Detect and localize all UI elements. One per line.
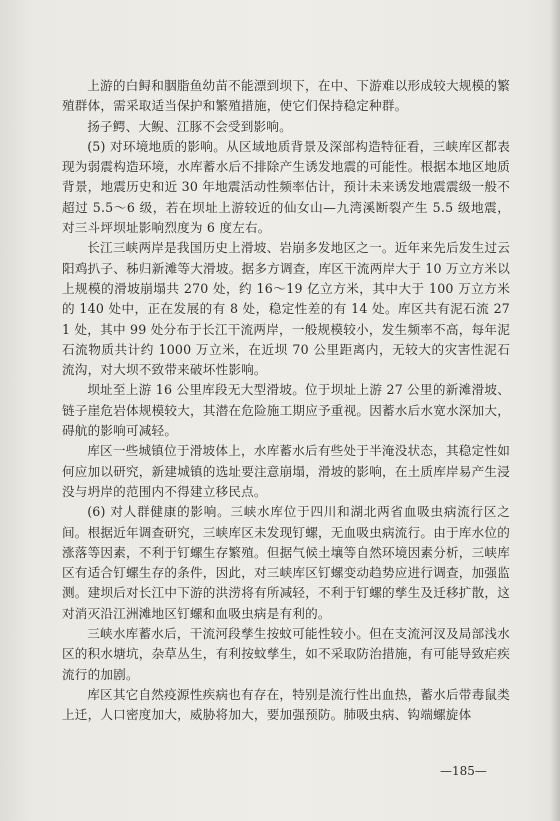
paragraph-unaffected-species: 扬子鳄、大鲵、江豚不会受到影响。 [87,118,292,134]
body-text [62,76,510,726]
paragraph-fish-protection: 上游的白鲟和胭脂鱼幼苗不能漂到坝下，在中、下游难以形成较大规模的繁殖群体，需采取适当保护和繁殖措施，使它们保持稳定种群。 [62,78,510,114]
paragraph-health-impact: (6) 对人群健康的影响。三峡水库位于四川和湖北两省血吸虫病流行区之间。根据近年调查研究，三峡库区未发现钉螺，无血吸虫病流行。由于库水位的涨落等因素，不利于钉螺生存繁殖。但据气候土壤等自然环境因素分析，三峡库区有适合钉螺生存的条件，因此，对三峡库区钉螺变动趋势应进行调查，加强监测。建坝后对长江中下游的洪涝将有所减轻，不利于钉螺的孳生及迁移扩散，这对消灭沿江洲滩地区钉螺和血吸虫病是有利的。 [62,504,510,621]
page-edge-shadow [550,0,560,821]
paragraph-mosquito: 三峡水库蓄水后，干流河段孳生按蚊可能性较小。但在支流河汊及局部浅水区的积水塘坑，杂草丛生，有利按蚊孳生，如不采取防治措施，有可能导致疟疾流行的加剧。 [62,626,510,682]
paragraph-towns-on-slopes: 库区一些城镇位于滑坡体上，水库蓄水后有些处于半淹没状态，其稳定性如何应加以研究，新建城镇的选址要注意崩塌，滑坡的影响，在土质库岸易产生浸没与坍岸的范围内不得建立移民点。 [62,443,510,499]
paragraph-geology-impact: (5) 对环境地质的影响。从区域地质背景及深部构造特征看，三峡库区都表现为弱震构造环境，水库蓄水后不排除产生诱发地震的可能性。根据本地区地质背景，地震历史和近 30 年地震活动性频率估计，预计未来诱发地震震级一般不超过 5.5～6 级，若在坝址上游较近的仙女山—九湾溪断裂产生 5.5 级地震，对三斗坪坝址影响烈度为 6 度左右。 [62,138,510,236]
paragraph-landslides: 长江三峡两岸是我国历史上滑坡、岩崩多发地区之一。近年来先后发生过云阳鸡扒子、秭归新滩等大滑坡。据多方调查，库区干流两岸大于 10 万立方米以上规模的滑坡崩塌共 270 处，约 16～19 亿立方米，其中大于 100 万立方米的 140 处中，正在发展的有 8 处，稳定性差的有 14 处。库区共有泥石流 271 处，其中 99 处分布于长江干流两岸，一般规模较小，发生频率不高，每年泥石流物质共计约 1000 万立米，在近坝 70 公里距离内，无较大的灾害性泥石流沟，对大坝不致带来破坏性影响。 [62,240,510,378]
paragraph-dam-site-slopes: 坝址至上游 16 公里库段无大型滑坡。位于坝址上游 27 公里的新滩滑坡、链子崖危岩体规模较大，其潜在危险施工期应予重视。因蓄水后水宽水深加大，碍航的影响可减轻。 [62,382,510,439]
page-number: —185— [440,764,487,778]
paragraph-other-diseases: 库区其它自然疫源性疾病也有存在，特别是流行性出血热，蓄水后带毒鼠类上迁，人口密度加大，威胁将加大，要加强预防。肺吸虫病、钩端螺旋体 [62,686,510,723]
